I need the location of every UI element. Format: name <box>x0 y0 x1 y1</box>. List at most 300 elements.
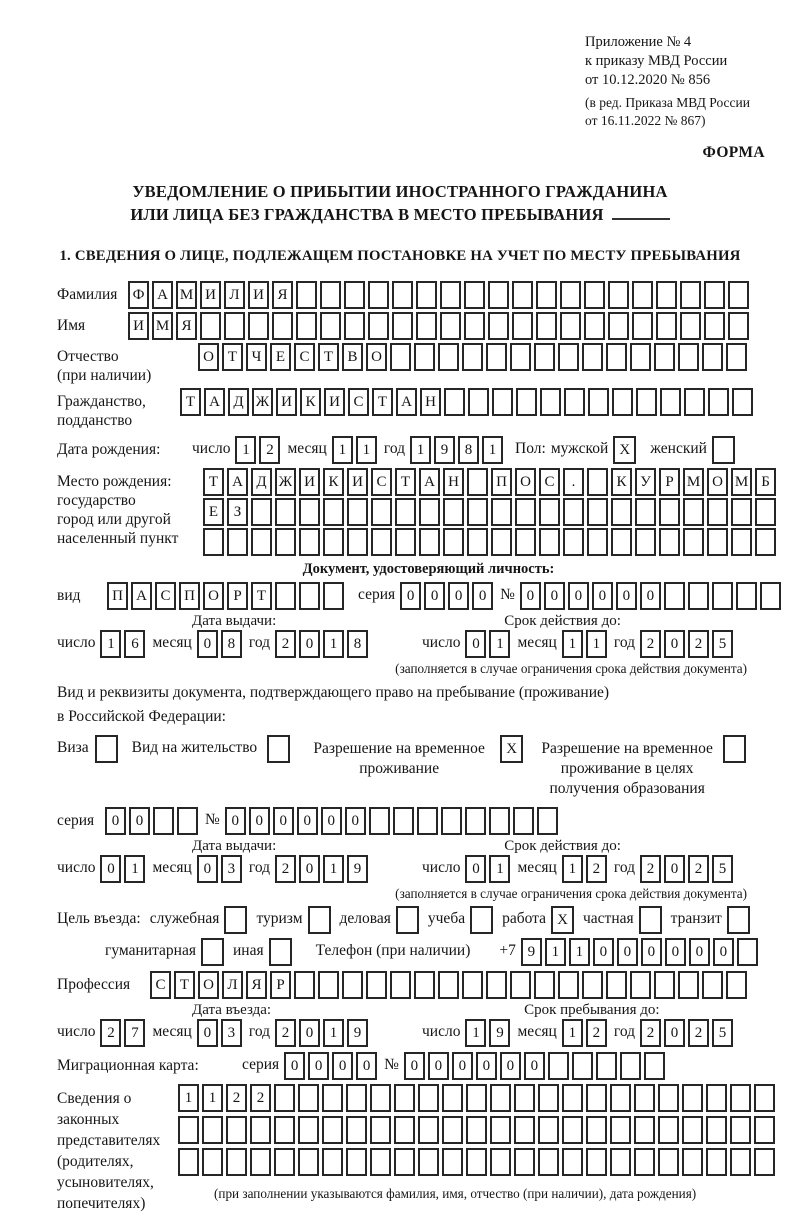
char-box[interactable] <box>680 312 701 340</box>
char-box[interactable]: 0 <box>404 1052 425 1080</box>
char-box[interactable] <box>611 528 632 556</box>
char-box[interactable] <box>513 807 534 835</box>
char-box[interactable] <box>394 1084 415 1112</box>
char-box[interactable] <box>490 1116 511 1144</box>
char-box[interactable] <box>587 528 608 556</box>
char-box[interactable] <box>534 971 555 999</box>
char-box[interactable]: 0 <box>299 630 320 658</box>
char-box[interactable] <box>320 312 341 340</box>
char-box[interactable]: 0 <box>332 1052 353 1080</box>
option-temp-residence-education-checkbox[interactable] <box>723 735 746 763</box>
char-box[interactable] <box>275 498 296 526</box>
char-box[interactable]: 2 <box>688 855 709 883</box>
char-box[interactable] <box>347 498 368 526</box>
char-box[interactable] <box>754 1116 775 1144</box>
char-box[interactable]: 2 <box>640 1019 661 1047</box>
char-box[interactable]: И <box>128 312 149 340</box>
option-temp-residence-checkbox[interactable]: X <box>500 735 523 763</box>
char-box[interactable]: 3 <box>221 855 242 883</box>
char-box[interactable] <box>564 388 585 416</box>
char-box[interactable] <box>491 498 512 526</box>
purpose-other-checkbox[interactable] <box>269 938 292 966</box>
char-box[interactable]: 1 <box>569 938 590 966</box>
char-box[interactable]: Р <box>227 582 248 610</box>
char-box[interactable] <box>728 312 749 340</box>
char-box[interactable]: Я <box>246 971 267 999</box>
char-box[interactable]: 0 <box>299 1019 320 1047</box>
char-box[interactable] <box>537 807 558 835</box>
char-box[interactable] <box>342 971 363 999</box>
char-box[interactable] <box>462 971 483 999</box>
char-box[interactable] <box>683 528 704 556</box>
char-box[interactable] <box>394 1148 415 1176</box>
char-box[interactable]: Е <box>203 498 224 526</box>
char-box[interactable]: Т <box>180 388 201 416</box>
char-box[interactable] <box>368 312 389 340</box>
char-box[interactable] <box>370 1116 391 1144</box>
char-box[interactable] <box>491 528 512 556</box>
purpose-humanitarian-checkbox[interactable] <box>201 938 224 966</box>
char-box[interactable]: 0 <box>524 1052 545 1080</box>
char-box[interactable] <box>538 1148 559 1176</box>
char-box[interactable] <box>488 312 509 340</box>
char-box[interactable]: 0 <box>500 1052 521 1080</box>
char-box[interactable]: 2 <box>250 1084 271 1112</box>
char-box[interactable] <box>514 1116 535 1144</box>
char-box[interactable] <box>572 1052 593 1080</box>
char-box[interactable] <box>394 1116 415 1144</box>
option-residence-permit-checkbox[interactable] <box>267 735 290 763</box>
sex-male-checkbox[interactable]: X <box>613 436 636 464</box>
char-box[interactable]: П <box>491 468 512 496</box>
char-box[interactable] <box>731 498 752 526</box>
char-box[interactable] <box>682 1116 703 1144</box>
char-box[interactable]: 2 <box>275 1019 296 1047</box>
char-box[interactable]: 0 <box>273 807 294 835</box>
char-box[interactable] <box>464 281 485 309</box>
char-box[interactable] <box>438 971 459 999</box>
char-box[interactable]: И <box>276 388 297 416</box>
char-box[interactable]: Ж <box>275 468 296 496</box>
char-box[interactable]: О <box>198 971 219 999</box>
char-box[interactable] <box>322 1084 343 1112</box>
char-box[interactable]: 2 <box>586 1019 607 1047</box>
sex-female-checkbox[interactable] <box>712 436 735 464</box>
char-box[interactable]: 8 <box>221 630 242 658</box>
char-box[interactable]: 0 <box>640 582 661 610</box>
char-box[interactable] <box>560 312 581 340</box>
purpose-tourism-checkbox[interactable] <box>308 906 331 934</box>
char-box[interactable] <box>371 528 392 556</box>
char-box[interactable]: 0 <box>428 1052 449 1080</box>
char-box[interactable]: О <box>198 343 219 371</box>
char-box[interactable] <box>514 1148 535 1176</box>
char-box[interactable] <box>417 807 438 835</box>
char-box[interactable] <box>299 528 320 556</box>
char-box[interactable] <box>414 971 435 999</box>
char-box[interactable] <box>562 1148 583 1176</box>
char-box[interactable] <box>414 343 435 371</box>
char-box[interactable] <box>586 1116 607 1144</box>
char-box[interactable] <box>630 343 651 371</box>
char-box[interactable]: И <box>299 468 320 496</box>
char-box[interactable] <box>732 388 753 416</box>
char-box[interactable] <box>656 281 677 309</box>
char-box[interactable]: 0 <box>197 630 218 658</box>
char-box[interactable] <box>419 528 440 556</box>
char-box[interactable] <box>536 312 557 340</box>
char-box[interactable]: 0 <box>520 582 541 610</box>
char-box[interactable] <box>320 281 341 309</box>
char-box[interactable]: З <box>227 498 248 526</box>
char-box[interactable]: 0 <box>400 582 421 610</box>
purpose-official-checkbox[interactable] <box>224 906 247 934</box>
char-box[interactable] <box>178 1148 199 1176</box>
char-box[interactable]: 5 <box>712 855 733 883</box>
char-box[interactable]: 1 <box>178 1084 199 1112</box>
char-box[interactable] <box>296 281 317 309</box>
char-box[interactable]: 0 <box>308 1052 329 1080</box>
purpose-transit-checkbox[interactable] <box>727 906 750 934</box>
char-box[interactable]: 0 <box>664 1019 685 1047</box>
char-box[interactable] <box>366 971 387 999</box>
char-box[interactable] <box>707 498 728 526</box>
char-box[interactable]: 0 <box>448 582 469 610</box>
char-box[interactable]: С <box>150 971 171 999</box>
char-box[interactable]: 1 <box>545 938 566 966</box>
char-box[interactable]: М <box>152 312 173 340</box>
char-box[interactable] <box>298 1084 319 1112</box>
char-box[interactable] <box>510 971 531 999</box>
char-box[interactable] <box>202 1148 223 1176</box>
char-box[interactable] <box>635 498 656 526</box>
char-box[interactable] <box>658 1116 679 1144</box>
char-box[interactable] <box>346 1116 367 1144</box>
char-box[interactable] <box>177 807 198 835</box>
char-box[interactable] <box>369 807 390 835</box>
char-box[interactable]: 1 <box>100 630 121 658</box>
char-box[interactable] <box>467 528 488 556</box>
char-box[interactable]: Н <box>420 388 441 416</box>
char-box[interactable] <box>346 1084 367 1112</box>
char-box[interactable]: 9 <box>489 1019 510 1047</box>
char-box[interactable] <box>588 388 609 416</box>
char-box[interactable] <box>656 312 677 340</box>
char-box[interactable]: 0 <box>297 807 318 835</box>
char-box[interactable] <box>606 971 627 999</box>
char-box[interactable]: 2 <box>688 1019 709 1047</box>
char-box[interactable] <box>634 1148 655 1176</box>
char-box[interactable] <box>440 281 461 309</box>
char-box[interactable] <box>248 312 269 340</box>
char-box[interactable]: И <box>347 468 368 496</box>
char-box[interactable] <box>635 528 656 556</box>
char-box[interactable]: 0 <box>345 807 366 835</box>
char-box[interactable]: 2 <box>226 1084 247 1112</box>
char-box[interactable] <box>654 971 675 999</box>
char-box[interactable] <box>632 312 653 340</box>
char-box[interactable] <box>596 1052 617 1080</box>
char-box[interactable] <box>227 528 248 556</box>
char-box[interactable]: Л <box>222 971 243 999</box>
char-box[interactable]: И <box>248 281 269 309</box>
char-box[interactable]: И <box>324 388 345 416</box>
char-box[interactable] <box>730 1084 751 1112</box>
char-box[interactable] <box>272 312 293 340</box>
char-box[interactable] <box>562 1084 583 1112</box>
char-box[interactable] <box>344 281 365 309</box>
char-box[interactable] <box>558 971 579 999</box>
char-box[interactable]: 1 <box>465 1019 486 1047</box>
char-box[interactable] <box>516 388 537 416</box>
char-box[interactable] <box>318 971 339 999</box>
char-box[interactable] <box>683 498 704 526</box>
char-box[interactable] <box>514 1084 535 1112</box>
char-box[interactable]: Р <box>270 971 291 999</box>
char-box[interactable]: 2 <box>100 1019 121 1047</box>
char-box[interactable]: Р <box>659 468 680 496</box>
char-box[interactable] <box>563 498 584 526</box>
char-box[interactable]: 9 <box>347 855 368 883</box>
char-box[interactable] <box>418 1116 439 1144</box>
char-box[interactable] <box>680 281 701 309</box>
char-box[interactable] <box>707 528 728 556</box>
char-box[interactable] <box>418 1148 439 1176</box>
char-box[interactable]: 1 <box>482 436 503 464</box>
char-box[interactable] <box>438 343 459 371</box>
char-box[interactable]: 1 <box>202 1084 223 1112</box>
char-box[interactable] <box>512 312 533 340</box>
char-box[interactable]: 9 <box>434 436 455 464</box>
char-box[interactable] <box>323 498 344 526</box>
char-box[interactable]: Ф <box>128 281 149 309</box>
char-box[interactable] <box>582 971 603 999</box>
char-box[interactable] <box>488 281 509 309</box>
char-box[interactable] <box>682 1148 703 1176</box>
char-box[interactable] <box>178 1116 199 1144</box>
char-box[interactable]: М <box>731 468 752 496</box>
char-box[interactable]: 1 <box>356 436 377 464</box>
char-box[interactable]: 0 <box>424 582 445 610</box>
char-box[interactable] <box>730 1148 751 1176</box>
char-box[interactable]: 0 <box>105 807 126 835</box>
char-box[interactable]: 2 <box>275 855 296 883</box>
char-box[interactable] <box>515 528 536 556</box>
char-box[interactable] <box>390 343 411 371</box>
char-box[interactable] <box>444 388 465 416</box>
char-box[interactable] <box>442 1116 463 1144</box>
char-box[interactable]: Т <box>222 343 243 371</box>
char-box[interactable]: 2 <box>259 436 280 464</box>
char-box[interactable] <box>370 1084 391 1112</box>
char-box[interactable]: Б <box>755 468 776 496</box>
char-box[interactable] <box>250 1116 271 1144</box>
char-box[interactable] <box>659 498 680 526</box>
char-box[interactable] <box>754 1084 775 1112</box>
char-box[interactable]: 2 <box>640 630 661 658</box>
char-box[interactable]: Т <box>174 971 195 999</box>
char-box[interactable]: Ч <box>246 343 267 371</box>
char-box[interactable]: 6 <box>124 630 145 658</box>
char-box[interactable] <box>659 528 680 556</box>
purpose-private-checkbox[interactable] <box>639 906 662 934</box>
char-box[interactable] <box>558 343 579 371</box>
char-box[interactable] <box>298 1116 319 1144</box>
char-box[interactable]: К <box>300 388 321 416</box>
char-box[interactable]: 0 <box>197 855 218 883</box>
char-box[interactable] <box>346 1148 367 1176</box>
char-box[interactable]: И <box>200 281 221 309</box>
char-box[interactable]: Е <box>270 343 291 371</box>
char-box[interactable]: 0 <box>100 855 121 883</box>
char-box[interactable]: 0 <box>665 938 686 966</box>
char-box[interactable] <box>586 1148 607 1176</box>
char-box[interactable] <box>440 312 461 340</box>
char-box[interactable] <box>726 971 747 999</box>
char-box[interactable]: 0 <box>664 630 685 658</box>
char-box[interactable]: 1 <box>562 630 583 658</box>
char-box[interactable] <box>632 281 653 309</box>
char-box[interactable] <box>395 498 416 526</box>
char-box[interactable] <box>224 312 245 340</box>
char-box[interactable] <box>539 498 560 526</box>
char-box[interactable] <box>390 971 411 999</box>
char-box[interactable] <box>274 1148 295 1176</box>
char-box[interactable]: 1 <box>489 855 510 883</box>
char-box[interactable] <box>538 1116 559 1144</box>
char-box[interactable] <box>704 281 725 309</box>
char-box[interactable] <box>489 807 510 835</box>
char-box[interactable]: В <box>342 343 363 371</box>
char-box[interactable]: Я <box>176 312 197 340</box>
char-box[interactable]: 0 <box>249 807 270 835</box>
char-box[interactable] <box>416 281 437 309</box>
char-box[interactable]: 1 <box>562 1019 583 1047</box>
char-box[interactable] <box>636 388 657 416</box>
char-box[interactable] <box>587 498 608 526</box>
char-box[interactable] <box>760 582 781 610</box>
char-box[interactable]: Т <box>251 582 272 610</box>
char-box[interactable] <box>560 281 581 309</box>
char-box[interactable]: 0 <box>225 807 246 835</box>
char-box[interactable] <box>322 1116 343 1144</box>
char-box[interactable]: 0 <box>544 582 565 610</box>
char-box[interactable]: 0 <box>321 807 342 835</box>
char-box[interactable] <box>251 498 272 526</box>
char-box[interactable] <box>608 281 629 309</box>
char-box[interactable]: П <box>179 582 200 610</box>
char-box[interactable] <box>704 312 725 340</box>
char-box[interactable] <box>608 312 629 340</box>
char-box[interactable]: 0 <box>452 1052 473 1080</box>
char-box[interactable] <box>706 1084 727 1112</box>
char-box[interactable]: 2 <box>275 630 296 658</box>
char-box[interactable] <box>441 807 462 835</box>
char-box[interactable] <box>323 528 344 556</box>
char-box[interactable] <box>298 1148 319 1176</box>
char-box[interactable] <box>322 1148 343 1176</box>
char-box[interactable]: С <box>371 468 392 496</box>
char-box[interactable]: А <box>419 468 440 496</box>
char-box[interactable]: 0 <box>689 938 710 966</box>
char-box[interactable]: 7 <box>124 1019 145 1047</box>
option-visa-checkbox[interactable] <box>95 735 118 763</box>
char-box[interactable] <box>664 582 685 610</box>
char-box[interactable] <box>630 971 651 999</box>
char-box[interactable] <box>275 582 296 610</box>
char-box[interactable] <box>708 388 729 416</box>
char-box[interactable]: 1 <box>323 630 344 658</box>
char-box[interactable] <box>755 498 776 526</box>
purpose-study-checkbox[interactable] <box>470 906 493 934</box>
char-box[interactable] <box>540 388 561 416</box>
char-box[interactable]: О <box>707 468 728 496</box>
char-box[interactable] <box>202 1116 223 1144</box>
char-box[interactable] <box>442 1084 463 1112</box>
char-box[interactable] <box>660 388 681 416</box>
char-box[interactable]: А <box>131 582 152 610</box>
char-box[interactable] <box>610 1148 631 1176</box>
char-box[interactable] <box>712 582 733 610</box>
char-box[interactable]: Т <box>203 468 224 496</box>
char-box[interactable]: Т <box>372 388 393 416</box>
char-box[interactable]: О <box>203 582 224 610</box>
char-box[interactable]: 9 <box>521 938 542 966</box>
char-box[interactable]: 1 <box>332 436 353 464</box>
char-box[interactable] <box>393 807 414 835</box>
char-box[interactable]: 0 <box>593 938 614 966</box>
char-box[interactable]: 2 <box>688 630 709 658</box>
char-box[interactable] <box>658 1148 679 1176</box>
char-box[interactable] <box>344 312 365 340</box>
char-box[interactable] <box>702 971 723 999</box>
char-box[interactable] <box>684 388 705 416</box>
char-box[interactable]: 0 <box>472 582 493 610</box>
char-box[interactable]: А <box>152 281 173 309</box>
char-box[interactable]: 0 <box>197 1019 218 1047</box>
char-box[interactable] <box>510 343 531 371</box>
char-box[interactable]: Т <box>318 343 339 371</box>
char-box[interactable] <box>418 1084 439 1112</box>
char-box[interactable]: 8 <box>458 436 479 464</box>
char-box[interactable]: 2 <box>586 855 607 883</box>
char-box[interactable]: У <box>635 468 656 496</box>
char-box[interactable] <box>368 281 389 309</box>
char-box[interactable] <box>606 343 627 371</box>
char-box[interactable] <box>634 1084 655 1112</box>
char-box[interactable]: 0 <box>616 582 637 610</box>
char-box[interactable] <box>562 1116 583 1144</box>
char-box[interactable]: С <box>539 468 560 496</box>
char-box[interactable] <box>654 343 675 371</box>
char-box[interactable] <box>443 528 464 556</box>
char-box[interactable]: 1 <box>489 630 510 658</box>
char-box[interactable] <box>737 938 758 966</box>
char-box[interactable]: 0 <box>129 807 150 835</box>
char-box[interactable] <box>490 1148 511 1176</box>
char-box[interactable]: А <box>227 468 248 496</box>
purpose-work-checkbox[interactable]: X <box>551 906 574 934</box>
char-box[interactable]: 9 <box>347 1019 368 1047</box>
char-box[interactable]: Л <box>224 281 245 309</box>
char-box[interactable]: 5 <box>712 1019 733 1047</box>
char-box[interactable]: 0 <box>641 938 662 966</box>
char-box[interactable] <box>250 1148 271 1176</box>
char-box[interactable] <box>586 1084 607 1112</box>
char-box[interactable] <box>731 528 752 556</box>
char-box[interactable] <box>296 312 317 340</box>
char-box[interactable]: 1 <box>124 855 145 883</box>
